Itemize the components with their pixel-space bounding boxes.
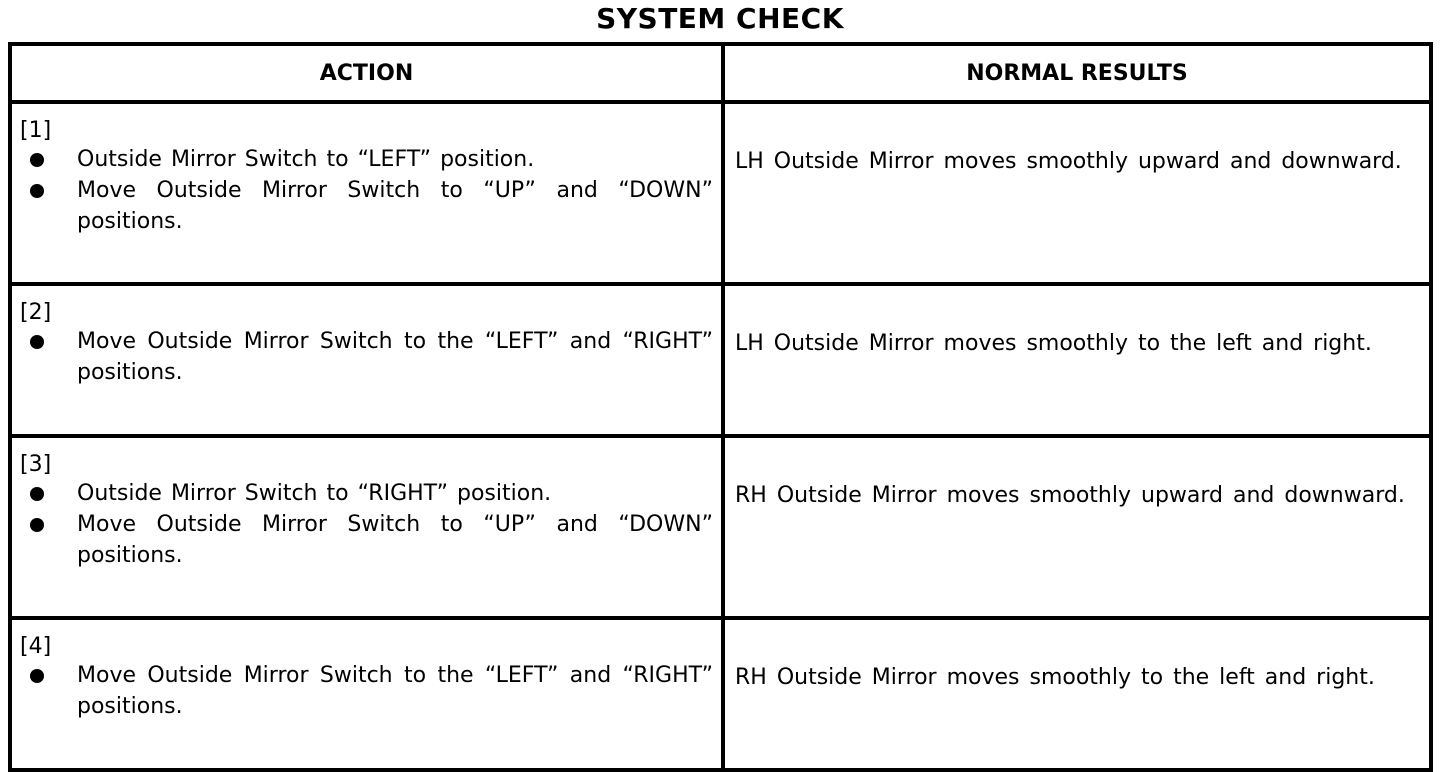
- result-cell: LH Outside Mirror moves smoothly upward and downward.: [723, 102, 1431, 284]
- results-column-header: NORMAL RESULTS: [723, 44, 1431, 102]
- result-cell: RH Outside Mirror moves smoothly upward and downward.: [723, 436, 1431, 618]
- bullet-text: Move Outside Mirror Switch to the “LEFT” and “RIGHT” positions.: [77, 663, 713, 719]
- bullet-icon: [30, 153, 44, 167]
- bullet-item: [20, 144, 713, 175]
- bullet-icon: [30, 335, 44, 349]
- bullet-icon: [30, 184, 44, 198]
- system-check-table: [8, 42, 1433, 772]
- action-cell: [10, 102, 723, 284]
- bullet-item: [20, 175, 713, 237]
- header-row: [10, 44, 1431, 102]
- bullet-text: Outside Mirror Switch to “LEFT” position.: [77, 147, 535, 172]
- table-row: [10, 102, 1431, 284]
- bullet-icon: [30, 669, 44, 683]
- bullet-item: [20, 660, 713, 722]
- table-row: [10, 436, 1431, 618]
- bullet-item: [20, 478, 713, 509]
- bullet-text: Move Outside Mirror Switch to “UP” and “DOWN” positions.: [77, 512, 713, 568]
- bullet-item: [20, 326, 713, 388]
- step-number: [2]: [20, 300, 52, 325]
- action-column-header: ACTION: [10, 44, 723, 102]
- step-number: [3]: [20, 452, 52, 477]
- result-cell: RH Outside Mirror moves smoothly to the left and right.: [723, 618, 1431, 770]
- bullet-icon: [30, 518, 44, 532]
- bullet-item: [20, 509, 713, 571]
- action-cell: [10, 284, 723, 436]
- bullet-text: Move Outside Mirror Switch to the “LEFT” and “RIGHT” positions.: [77, 329, 713, 385]
- action-cell: [10, 618, 723, 770]
- bullet-icon: [30, 487, 44, 501]
- step-number: [4]: [20, 634, 52, 659]
- action-cell: [10, 436, 723, 618]
- page-title: SYSTEM CHECK: [596, 2, 844, 35]
- result-cell: LH Outside Mirror moves smoothly to the left and right.: [723, 284, 1431, 436]
- step-number: [1]: [20, 118, 52, 143]
- table-row: [10, 618, 1431, 770]
- bullet-text: Move Outside Mirror Switch to “UP” and “DOWN” positions.: [77, 178, 713, 234]
- table-row: [10, 284, 1431, 436]
- bullet-text: Outside Mirror Switch to “RIGHT” position.: [77, 481, 552, 506]
